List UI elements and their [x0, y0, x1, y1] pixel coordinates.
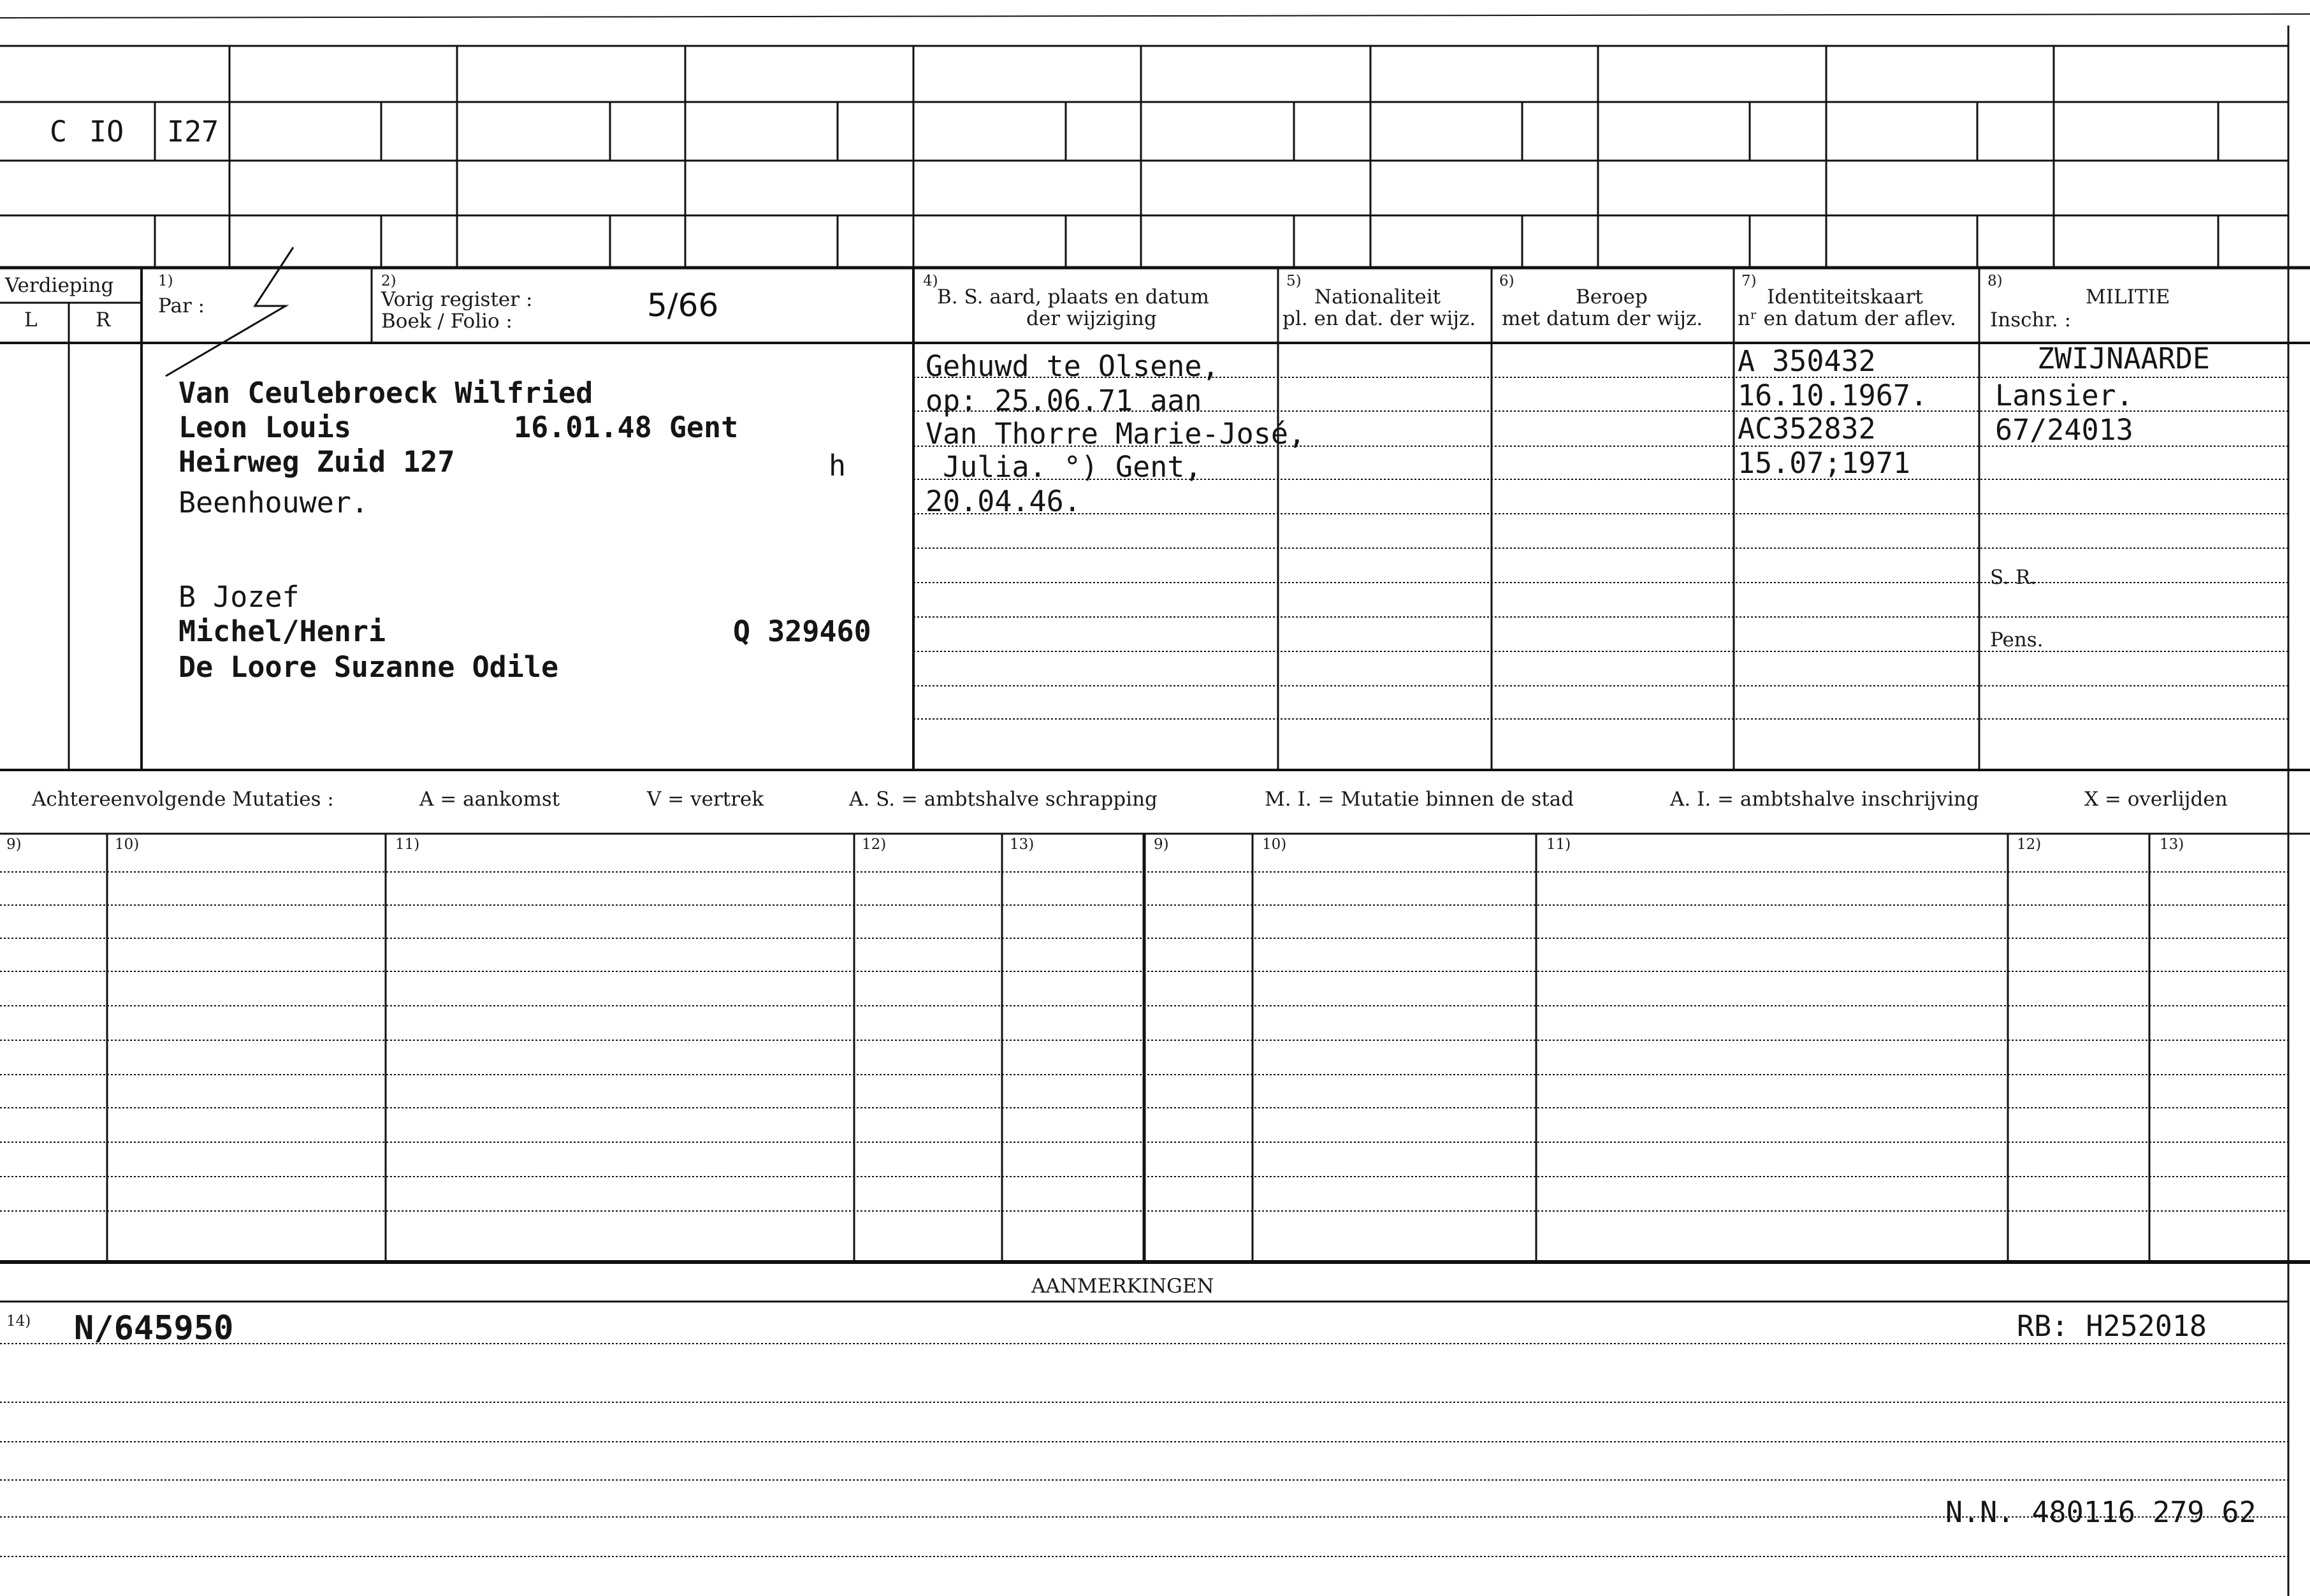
field-num-14: 14)	[6, 1313, 31, 1330]
legend-vertrek: V = vertrek	[647, 788, 764, 811]
person-address: Heirweg Zuid 127	[178, 445, 455, 479]
field-num-8: 8)	[1987, 273, 2003, 289]
boek-folio-label: Boek / Folio :	[381, 310, 512, 333]
person-name: Van Ceulebroeck Wilfried	[178, 376, 593, 410]
beroep-heading-1: Beroep	[1576, 286, 1648, 308]
bs-heading-1: B. S. aard, plaats en datum	[937, 286, 1209, 308]
mut-col-13-right: 13)	[2160, 836, 2184, 853]
bs-heading-2: der wijziging	[1026, 307, 1157, 330]
code-number: I27	[167, 115, 219, 149]
legend-schrapping: A. S. = ambtshalve schrapping	[849, 788, 1158, 811]
idcard-line-2: 16.10.1967.	[1738, 379, 1928, 412]
field-num-6: 6)	[1499, 273, 1515, 289]
par-label: Par :	[158, 294, 205, 317]
civil-line-3: Van Thorre Marie-José,	[926, 417, 1306, 451]
beroep-heading-2: met datum der wijz.	[1502, 307, 1703, 330]
sr-label: S. R.	[1990, 566, 2037, 589]
mut-col-9-left: 9)	[6, 836, 22, 853]
identiteitskaart-heading-2: nʳ en datum der aflev.	[1738, 307, 1956, 330]
mut-col-9-right: 9)	[1154, 836, 1169, 853]
person-code: Q 329460	[733, 614, 871, 648]
militia-place: ZWIJNAARDE	[2037, 342, 2210, 375]
mut-col-10-left: 10)	[115, 836, 140, 853]
mother-name: De Loore Suzanne Odile	[178, 650, 559, 684]
civil-line-4: Julia. °) Gent,	[926, 450, 1202, 484]
idcard-line-1: A 350432	[1738, 344, 1876, 378]
militia-number: 67/24013	[1995, 413, 2133, 447]
field-num-5: 5)	[1286, 273, 1302, 289]
col-r-label: R	[96, 308, 111, 331]
idcard-line-3: AC352832	[1738, 412, 1876, 446]
nationaliteit-heading-1: Nationaliteit	[1314, 286, 1441, 308]
mut-col-13-left: 13)	[1010, 836, 1035, 853]
mut-col-12-right: 12)	[2017, 836, 2042, 853]
legend-mutatie: M. I. = Mutatie binnen de stad	[1265, 788, 1574, 811]
code-letter: C	[50, 115, 68, 149]
boek-folio-value: 5/66	[647, 287, 719, 324]
field-num-2: 2)	[381, 273, 396, 289]
mutations-legend-title: Achtereenvolgende Mutaties :	[32, 788, 334, 811]
pens-label: Pens.	[1990, 628, 2044, 651]
civil-line-1: Gehuwd te Olsene,	[926, 349, 1219, 383]
legend-inschrijving: A. I. = ambtshalve inschrijving	[1670, 788, 1979, 811]
remark-national-number: N.N. 480116 279 62	[1945, 1495, 2256, 1529]
militia-rank: Lansier.	[1995, 379, 2133, 412]
code-section: IO	[89, 115, 124, 149]
person-sex: h	[829, 449, 846, 482]
mut-col-12-left: 12)	[862, 836, 887, 853]
legend-overlijden: X = overlijden	[2084, 788, 2228, 811]
mut-col-11-right: 11)	[1546, 836, 1571, 853]
identiteitskaart-heading-1: Identiteitskaart	[1767, 286, 1923, 308]
remarks-title: AANMERKINGEN	[1031, 1275, 1214, 1298]
col-l-label: L	[24, 308, 38, 331]
field-num-1: 1)	[158, 273, 173, 289]
vorig-register-label: Vorig register :	[381, 288, 533, 311]
civil-line-5: 20.04.46.	[926, 484, 1081, 518]
inschr-label: Inschr. :	[1990, 308, 2072, 331]
idcard-line-4: 15.07;1971	[1738, 446, 1910, 480]
father-given-names: Michel/Henri	[178, 614, 386, 648]
remark-reference: N/645950	[74, 1309, 234, 1347]
person-given-names: Leon Louis	[178, 410, 351, 444]
person-birth: 16.01.48 Gent	[514, 410, 739, 444]
field-num-7: 7)	[1741, 273, 1757, 289]
legend-aankomst: A = aankomst	[419, 788, 560, 811]
father-name: B Jozef	[178, 580, 300, 614]
remark-rb: RB: H252018	[2017, 1309, 2207, 1343]
nationaliteit-heading-2: pl. en dat. der wijz.	[1282, 307, 1476, 330]
person-occupation: Beenhouwer.	[178, 486, 369, 519]
civil-line-2: op: 25.06.71 aan	[926, 384, 1202, 417]
verdieping-label: Verdieping	[5, 274, 114, 297]
mut-col-10-right: 10)	[1262, 836, 1287, 853]
mut-col-11-left: 11)	[395, 836, 420, 853]
militie-heading: MILITIE	[2086, 286, 2170, 308]
field-num-4: 4)	[923, 273, 938, 289]
